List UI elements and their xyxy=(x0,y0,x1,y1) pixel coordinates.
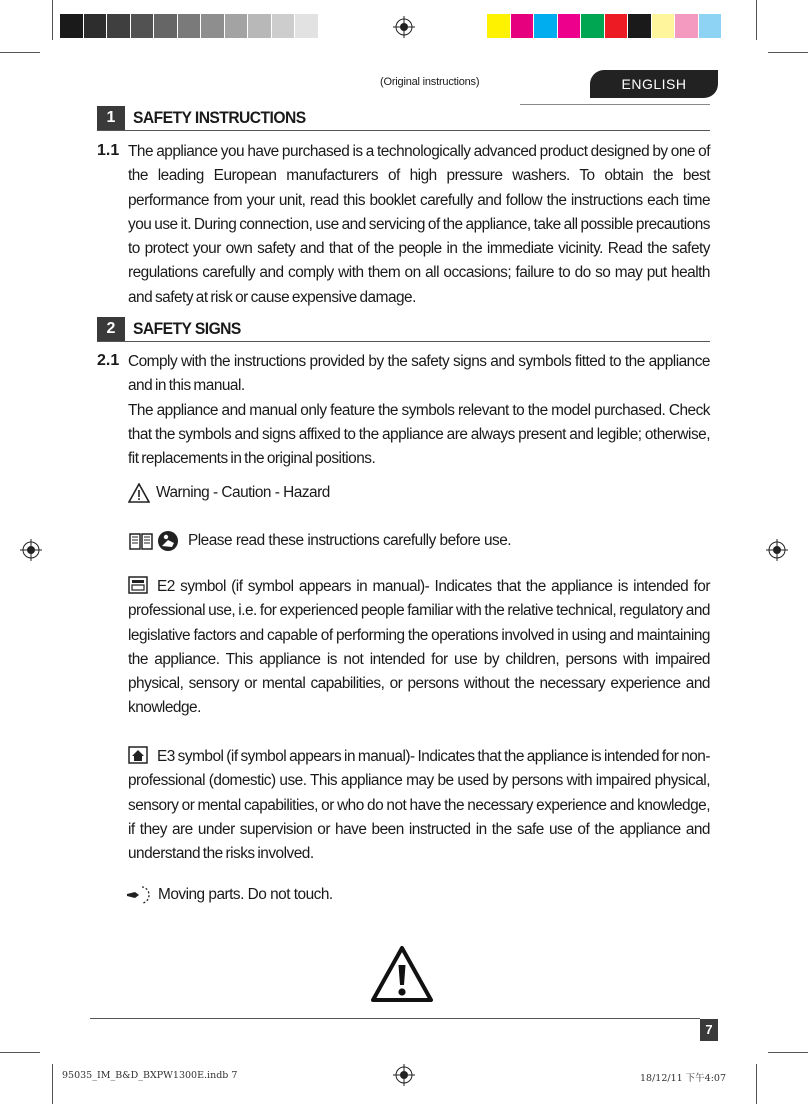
crop-mark xyxy=(768,1052,808,1053)
grayscale-bar xyxy=(60,14,319,38)
color-swatch xyxy=(272,14,296,38)
color-swatch xyxy=(295,14,319,38)
manual-book-icon xyxy=(128,531,154,551)
paragraph-2-1 xyxy=(128,350,710,471)
paragraph-number: 1.1 xyxy=(97,142,120,159)
header-divider xyxy=(520,104,710,105)
color-swatch xyxy=(201,14,225,38)
page-number: 7 xyxy=(700,1019,718,1041)
section-title: SAFETY SIGNS xyxy=(133,319,241,338)
moving-parts-icon xyxy=(126,884,152,906)
e3-symbol-block xyxy=(128,745,710,866)
moving-parts-text: Moving parts. Do not touch. xyxy=(158,886,333,903)
color-swatch xyxy=(581,14,605,38)
section-number: 2 xyxy=(97,317,125,341)
e2-symbol-block xyxy=(128,575,710,721)
registration-mark-icon xyxy=(766,539,788,561)
warning-symbol-line xyxy=(128,483,330,503)
section-number: 1 xyxy=(97,106,125,130)
color-swatch xyxy=(699,14,723,38)
color-swatch xyxy=(511,14,535,38)
e3-symbol-text: E3 symbol (if symbol appears in manual)- Indicates that the appliance is intended for non-professional (domestic) use. This appliance may be used by persons with impaired physical, sensory or mental capabilities, or who do not have the necessary experience and knowledge, if they are under supervision or have been instructed in the safe use of the appliance and understand the risks involved. xyxy=(128,748,710,863)
warning-triangle-icon xyxy=(128,483,150,503)
color-swatch xyxy=(84,14,108,38)
warning-triangle-icon xyxy=(370,945,434,1003)
section-heading xyxy=(97,106,710,131)
domestic-use-icon xyxy=(128,746,148,764)
print-slug-date: 18/12/11 下午4:07 xyxy=(640,1073,727,1084)
footer-divider xyxy=(90,1018,700,1019)
color-swatch xyxy=(487,14,511,38)
crop-mark xyxy=(756,0,757,40)
crop-mark xyxy=(768,52,808,53)
color-swatch xyxy=(107,14,131,38)
color-swatch xyxy=(248,14,272,38)
read-instructions-line xyxy=(128,530,511,552)
registration-mark-icon xyxy=(393,1064,415,1086)
color-swatch xyxy=(628,14,652,38)
warning-symbol-text: Warning - Caution - Hazard xyxy=(156,484,330,501)
language-tab: ENGLISH xyxy=(590,70,718,98)
original-instructions-label: (Original instructions) xyxy=(380,76,480,88)
paragraph-text: Comply with the instructions provided by the safety signs and symbols fitted to the appliance and in this manual. xyxy=(128,353,710,395)
section-title: SAFETY INSTRUCTIONS xyxy=(133,108,306,127)
read-instructions-text: Please read these instructions carefully before use. xyxy=(188,532,512,549)
color-swatch xyxy=(558,14,582,38)
crop-mark xyxy=(52,0,53,40)
color-swatch xyxy=(652,14,676,38)
moving-parts-line xyxy=(126,884,333,906)
crop-mark xyxy=(0,1052,40,1053)
color-swatch xyxy=(534,14,558,38)
color-swatch xyxy=(605,14,629,38)
paragraph-text: The appliance and manual only feature the symbols relevant to the model purchased. Check that the symbols and signs affixed to the appliance are always present and legible; otherwise, fit replacements in the original positions. xyxy=(128,401,710,468)
process-color-bar xyxy=(487,14,722,38)
color-swatch xyxy=(178,14,202,38)
paragraph-number: 2.1 xyxy=(97,352,120,369)
color-swatch xyxy=(675,14,699,38)
crop-mark xyxy=(0,52,40,53)
color-swatch xyxy=(225,14,249,38)
registration-mark-icon xyxy=(393,16,415,38)
color-swatch xyxy=(154,14,178,38)
read-manual-person-icon xyxy=(157,530,179,552)
color-swatch xyxy=(131,14,155,38)
registration-mark-icon xyxy=(20,539,42,561)
crop-mark xyxy=(756,1064,757,1104)
paragraph-text: The appliance you have purchased is a technologically advanced product designed by one of the leading European manufacturers of high pressure washers. To obtain the best performance from your unit, read this booklet carefully and follow the instructions each time you use it. During connection, use and servicing of the appliance, take all possible precautions to protect your own safety and that of the people in the immediate vicinity. Read the safety regulations carefully and comply with them on all occasions; failure to do so may put health and safety at risk or cause expensive damage. xyxy=(128,143,710,306)
e2-symbol-text: E2 symbol (if symbol appears in manual)- Indicates that the appliance is intended for professional use, i.e. for experienced people familiar with the relative technical, regulatory and legislative factors and capable of performing the operations involved in using and maintaining the appliance. This appliance is not intended for use by children, persons with impaired physical, sensory or mental capabilities, or persons without the necessary experience and knowledge. xyxy=(128,578,710,717)
crop-mark xyxy=(52,1064,53,1104)
paragraph-1-1 xyxy=(128,140,710,310)
color-swatch xyxy=(60,14,84,38)
section-heading xyxy=(97,317,710,342)
print-slug-file: 95035_IM_B&D_BXPW1300E.indb 7 xyxy=(62,1070,238,1081)
professional-use-icon xyxy=(128,576,148,594)
